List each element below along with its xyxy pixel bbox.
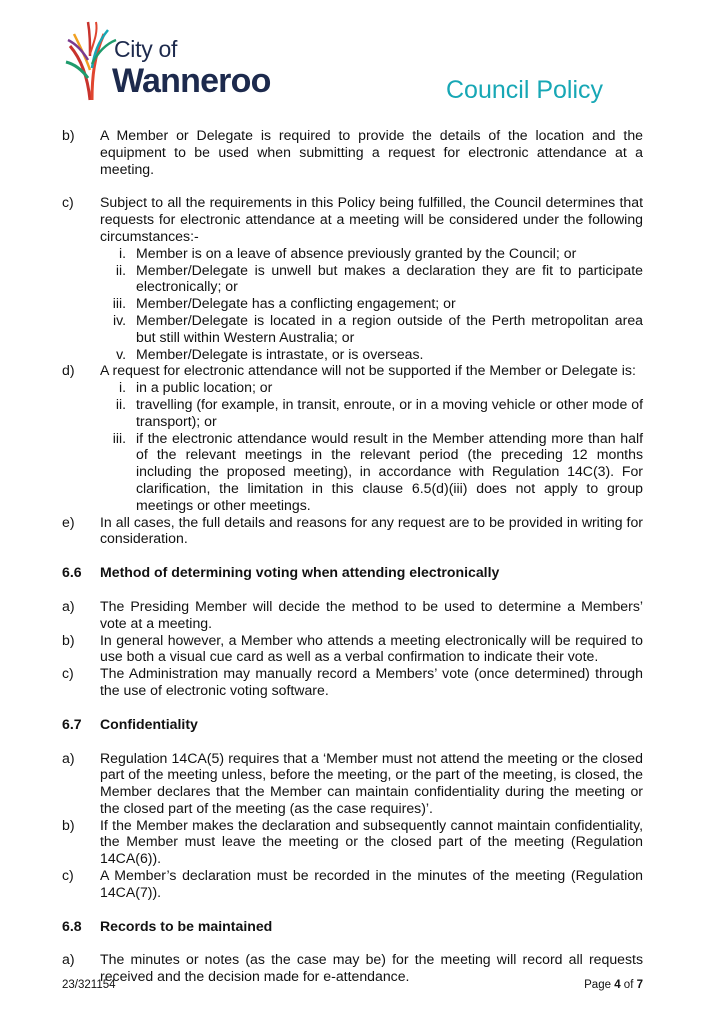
logo-text-wanneroo: Wanneroo [112,62,271,100]
sub-clause-text: Member is on a leave of absence previously granted by the Council; or [136,244,577,261]
section-title: Confidentiality [100,715,198,732]
clause-text: Regulation 14CA(5) requires that a ‘Member must not attend the meeting or the closed part of the meeting unless, before the meeting, or the part of the meeting, is closed, the Member declares that the Member can maintain confidentiality during the meeting or the closed part of the meeting (as the case requires)’. [100,749,643,816]
sub-clause-text: Member/Delegate is intrastate, or is overseas. [136,345,424,362]
clause-text: A Member’s declaration must be recorded in the minutes of the meeting (Regulation 14CA(7)). [100,867,643,900]
clause-6-5-e [62,514,643,548]
sub-clause [100,295,643,312]
sub-clause [100,312,643,346]
sub-clause-label: iii. [112,429,126,446]
document-reference: 23/321154 [62,979,116,991]
page-word: Page [584,979,611,991]
clause-6-6-c [62,665,643,699]
clause-label: b) [62,816,75,833]
section-heading-6-8 [62,918,643,935]
clause-label: b) [62,127,75,143]
sub-clause-label: ii. [115,395,126,412]
sub-clause-text: Member/Delegate has a conflicting engagement; or [136,295,456,312]
clause-text: A Member or Delegate is required to provide the details of the location and the equipment to be used when submitting a request for electronic attendance at a meeting. [100,127,643,177]
clause-6-7-c [62,867,643,901]
clause-6-6-b [62,632,643,666]
clause-label: a) [62,951,75,968]
sub-clause [100,346,643,363]
clause-6-7-a [62,750,643,817]
clause-6-6-a [62,598,643,632]
section-number: 6.6 [62,564,82,581]
clause-label: b) [62,631,75,648]
clause-label: a) [62,597,75,614]
section-number: 6.8 [62,917,82,934]
clause-text: Subject to all the requirements in this Policy being fulfilled, the Council determines that requests for electronic attendance at a meeting will be considered under the following circumstances:- [100,194,643,244]
clause-label: e) [62,513,75,530]
sub-clause-label: v. [116,345,126,362]
clause-label: c) [62,867,74,884]
page-of: of [623,979,634,991]
sub-clause-label: i. [118,379,126,396]
sub-clause-text: Member/Delegate is unwell but makes a declaration they are fit to participate electronically; or [136,261,643,295]
city-of-wanneroo-logo [64,20,294,104]
page-number [584,979,643,991]
clause-6-5-c [62,194,643,244]
page-current: 4 [614,979,621,991]
document-type-title: Council Policy [446,76,604,104]
clause-text: In all cases, the full details and reasons for any request are to be provided in writing for consideration. [100,513,643,547]
sub-clause-label: i. [118,244,126,261]
clause-text: The Administration may manually record a Members’ vote (once determined) through the use of electronic voting software. [100,665,643,698]
sub-clause [100,430,643,514]
sub-clause-text: if the electronic attendance would result in the Member attending more than half of the relevant meetings in the relevant period (the preceding 12 months including the proposed meeting), in accordance with Regulation 14C(3). For clarification, the limitation in this clause 6.5(d)(iii) does not apply to group meetings or other meetings. [136,429,643,513]
page-footer [62,979,643,991]
sub-clause [100,379,643,396]
sub-clause-text: travelling (for example, in transit, enroute, or in a moving vehicle or other mode of transport); or [136,395,643,429]
section-heading-6-7 [62,716,643,733]
clause-label: c) [62,665,74,682]
clause-text: The Presiding Member will decide the method to be used to determine a Members’ vote at a meeting. [100,597,643,631]
clause-label: a) [62,749,75,766]
sub-clause [100,396,643,430]
sub-clause-label: ii. [115,261,126,278]
clause-6-5-b [62,127,643,177]
sub-clause [100,262,643,296]
section-title: Method of determining voting when attending electronically [100,564,500,581]
clause-label: d) [62,362,75,379]
page-total: 7 [636,979,643,991]
sub-clause-text: Member/Delegate is located in a region outside of the Perth metropolitan area but still within Western Australia; or [136,311,643,345]
clause-text: If the Member makes the declaration and subsequently cannot maintain confidentiality, the Member must leave the meeting or the closed part of the meeting (Regulation 14CA(6)). [100,816,643,867]
section-heading-6-6 [62,564,643,581]
clause-label: c) [62,194,74,211]
clause-6-5-d [62,362,643,379]
sub-clause-label: iv. [112,311,126,328]
policy-body [62,127,643,985]
sub-clause-label: iii. [112,295,126,312]
sub-clause [100,245,643,262]
sub-clause-text: in a public location; or [136,379,273,396]
logo-text-city-of: City of [114,36,178,62]
clause-text: The minutes or notes (as the case may be) for the meeting will record all requests received and the decision made for e-attendance. [100,951,643,985]
clause-6-7-b [62,817,643,867]
clause-text: A request for electronic attendance will not be supported if the Member or Delegate is: [100,362,636,379]
clause-text: In general however, a Member who attends a meeting electronically will be required to use both a visual cue card as well as a verbal confirmation to indicate their vote. [100,631,643,665]
section-number: 6.7 [62,715,82,732]
section-title: Records to be maintained [100,917,273,934]
